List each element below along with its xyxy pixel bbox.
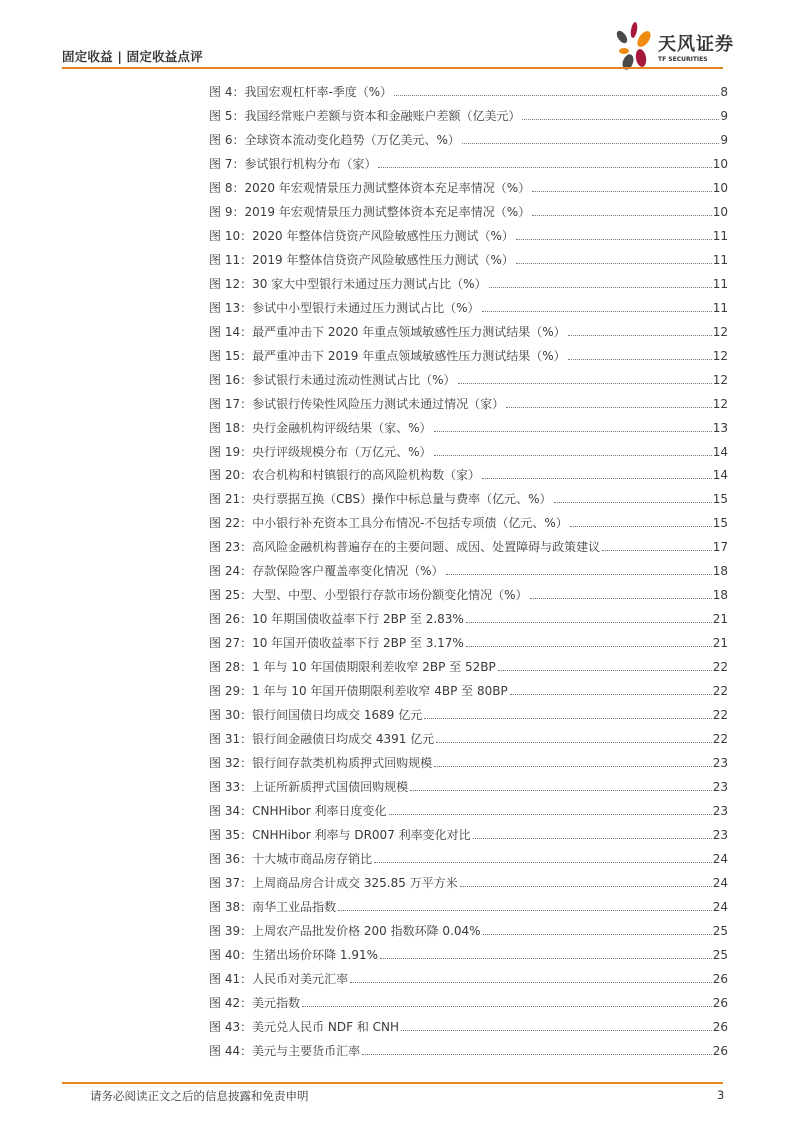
toc-entry-page: 24 — [712, 875, 728, 890]
report-category: 固定收益 | 固定收益点评 — [62, 49, 203, 64]
toc-entry-page: 9 — [720, 108, 728, 123]
dot-leader — [482, 311, 712, 312]
toc-entry-title: 图 23：高风险金融机构普遍存在的主要问题、成因、处置障碍与政策建议 — [209, 540, 601, 555]
toc-entry-page: 26 — [712, 1043, 728, 1058]
toc-entry-title: 图 14：最严重冲击下 2020 年重点领域敏感性压力测试结果（%） — [209, 324, 566, 339]
dot-leader — [498, 670, 712, 671]
toc-entry[interactable] — [209, 795, 728, 819]
dot-leader — [570, 526, 712, 527]
toc-entry-page: 17 — [712, 540, 728, 555]
dot-leader — [436, 742, 711, 743]
toc-entry-title: 图 28：1 年与 10 年国债期限利差收窄 2BP 至 52BP — [209, 660, 496, 675]
dot-leader — [483, 934, 712, 935]
dot-leader — [338, 910, 712, 911]
toc-entry-page: 8 — [720, 84, 728, 99]
toc-entry[interactable] — [209, 364, 728, 388]
dot-leader — [389, 814, 712, 815]
dot-leader — [458, 383, 712, 384]
toc-entry-title: 图 11：2019 年整体信贷资产风险敏感性压力测试（%） — [209, 252, 514, 267]
toc-entry-title: 图 15：最严重冲击下 2019 年重点领域敏感性压力测试结果（%） — [209, 348, 566, 363]
toc-entry[interactable] — [209, 699, 728, 723]
dot-leader — [401, 1030, 712, 1031]
toc-entry-page: 11 — [712, 252, 728, 267]
toc-entry-title: 图 24：存款保险客户覆盖率变化情况（%） — [209, 564, 444, 579]
dot-leader — [462, 143, 720, 144]
toc-entry-page: 15 — [712, 516, 728, 531]
toc-entry[interactable] — [209, 867, 728, 891]
toc-entry-page: 12 — [712, 324, 728, 339]
toc-entry[interactable] — [209, 292, 728, 316]
toc-entry-title: 图 10：2020 年整体信贷资产风险敏感性压力测试（%） — [209, 228, 514, 243]
footer-divider — [62, 1082, 723, 1084]
toc-entry-title: 图 18：央行金融机构评级结果（家、%） — [209, 420, 432, 435]
toc-entry[interactable] — [209, 507, 728, 531]
toc-entry-title: 图 17：参试银行传染性风险压力测试未通过情况（家） — [209, 396, 505, 411]
toc-entry-title: 图 27：10 年国开债收益率下行 2BP 至 3.17% — [209, 636, 464, 651]
toc-entry[interactable] — [209, 531, 728, 555]
dot-leader — [446, 574, 712, 575]
toc-entry-title: 图 6：全球资本流动变化趋势（万亿美元、%） — [209, 132, 460, 147]
toc-entry-page: 9 — [720, 132, 728, 147]
toc-entry-page: 18 — [712, 588, 728, 603]
toc-entry-page: 22 — [712, 732, 728, 747]
toc-entry-page: 14 — [712, 468, 728, 483]
toc-entry[interactable] — [209, 891, 728, 915]
toc-entry-title: 图 4：我国宏观杠杆率-季度（%） — [209, 84, 393, 99]
toc-entry[interactable] — [209, 460, 728, 484]
toc-entry-title: 图 41：人民币对美元汇率 — [209, 971, 349, 986]
toc-entry-title: 图 20：农合机构和村镇银行的高风险机构数（家） — [209, 468, 481, 483]
dot-leader — [489, 287, 712, 288]
toc-entry-title: 图 16：参试银行未通过流动性测试占比（%） — [209, 372, 456, 387]
toc-entry[interactable] — [209, 651, 728, 675]
toc-entry-title: 图 43：美元兑人民币 NDF 和 CNH — [209, 1019, 400, 1034]
toc-entry-title: 图 42：美元指数 — [209, 995, 301, 1010]
toc-entry-page: 22 — [712, 660, 728, 675]
toc-entry-page: 11 — [712, 228, 728, 243]
dot-leader — [434, 431, 712, 432]
page-number: 3 — [717, 1088, 725, 1102]
dot-leader — [374, 862, 712, 863]
toc-entry-page: 13 — [712, 420, 728, 435]
toc-entry[interactable] — [209, 388, 728, 412]
toc-entry-page: 12 — [712, 372, 728, 387]
toc-entry-page: 11 — [712, 276, 728, 291]
dot-leader — [378, 167, 711, 168]
dot-leader — [350, 982, 712, 983]
dot-leader — [466, 646, 712, 647]
toc-entry-title: 图 44：美元与主要货币汇率 — [209, 1043, 361, 1058]
toc-entry-title: 图 19：央行评级规模分布（万亿元、%） — [209, 444, 432, 459]
toc-entry[interactable] — [209, 771, 728, 795]
dot-leader — [434, 766, 712, 767]
toc-entry-title: 图 39：上周农产品批发价格 200 指数环降 0.04% — [209, 923, 481, 938]
logo-brand-name: 天风证券 — [658, 34, 734, 55]
toc-entry[interactable] — [209, 627, 728, 651]
toc-entry[interactable] — [209, 76, 728, 100]
toc-entry[interactable] — [209, 555, 728, 579]
toc-entry-page: 12 — [712, 396, 728, 411]
toc-entry[interactable] — [209, 100, 728, 124]
toc-entry[interactable] — [209, 939, 728, 963]
toc-entry[interactable] — [209, 244, 728, 268]
toc-entry-page: 23 — [712, 780, 728, 795]
dot-leader — [394, 95, 719, 96]
toc-entry-title: 图 29：1 年与 10 年国开债期限利差收窄 4BP 至 80BP — [209, 684, 508, 699]
toc-entry-page: 23 — [712, 756, 728, 771]
toc-entry-title: 图 22：中小银行补充资本工具分布情况-不包括专项债（亿元、%） — [209, 516, 568, 531]
dot-leader — [362, 1054, 712, 1055]
toc-entry[interactable] — [209, 340, 728, 364]
toc-entry[interactable] — [209, 412, 728, 436]
dot-leader — [466, 622, 712, 623]
toc-entry-title: 图 38：南华工业品指数 — [209, 899, 337, 914]
toc-entry[interactable] — [209, 963, 728, 987]
toc-entry-title: 图 7：参试银行机构分布（家） — [209, 156, 377, 171]
toc-entry-page: 10 — [712, 180, 728, 195]
dot-leader — [510, 694, 712, 695]
toc-entry-title: 图 32：银行间存款类机构质押式回购规模 — [209, 756, 433, 771]
toc-entry-page: 10 — [712, 156, 728, 171]
toc-entry-title: 图 12：30 家大中型银行未通过压力测试占比（%） — [209, 276, 487, 291]
header-divider — [62, 67, 723, 69]
toc-entry-page: 23 — [712, 804, 728, 819]
dot-leader — [516, 239, 712, 240]
toc-entry[interactable] — [209, 579, 728, 603]
toc-entry[interactable] — [209, 483, 728, 507]
toc-entry-title: 图 8：2020 年宏观情景压力测试整体资本充足率情况（%） — [209, 180, 531, 195]
toc-entry[interactable] — [209, 268, 728, 292]
toc-entry-title: 图 37：上周商品房合计成交 325.85 万平方米 — [209, 875, 458, 890]
toc-entry-page: 25 — [712, 923, 728, 938]
toc-entry[interactable] — [209, 436, 728, 460]
toc-entry-page: 15 — [712, 492, 728, 507]
dot-leader — [410, 790, 712, 791]
dot-leader — [482, 478, 712, 479]
toc-entry-title: 图 31：银行间金融债日均成交 4391 亿元 — [209, 732, 435, 747]
dot-leader — [434, 455, 712, 456]
toc-entry-page: 12 — [712, 348, 728, 363]
toc-entry-title: 图 34：CNHHibor 利率日度变化 — [209, 804, 387, 819]
toc-entry-page: 18 — [712, 564, 728, 579]
dot-leader — [568, 359, 712, 360]
toc-entry-title: 图 26：10 年期国债收益率下行 2BP 至 2.83% — [209, 612, 464, 627]
toc-entry-title: 图 5：我国经常账户差额与资本和金融账户差额（亿美元） — [209, 108, 521, 123]
toc-entry[interactable] — [209, 148, 728, 172]
toc-entry[interactable] — [209, 196, 728, 220]
toc-entry-page: 21 — [712, 636, 728, 651]
toc-entry-page: 25 — [712, 947, 728, 962]
toc-entry-page: 11 — [712, 300, 728, 315]
dot-leader — [532, 215, 712, 216]
toc-entry-title: 图 35：CNHHibor 利率与 DR007 利率变化对比 — [209, 828, 471, 842]
dot-leader — [568, 335, 712, 336]
toc-entry-page: 24 — [712, 899, 728, 914]
toc-entry-page: 22 — [712, 684, 728, 699]
dot-leader — [532, 191, 712, 192]
dot-leader — [460, 886, 712, 887]
toc-entry-title: 图 30：银行间国债日均成交 1689 亿元 — [209, 708, 423, 723]
toc-entry[interactable] — [209, 316, 728, 340]
toc-entry-title: 图 40：生猪出场价环降 1.91% — [209, 947, 379, 962]
toc-entry[interactable] — [209, 603, 728, 627]
toc-entry-page: 23 — [712, 828, 728, 842]
toc-entry-page: 14 — [712, 444, 728, 459]
dot-leader — [530, 598, 712, 599]
toc-entry[interactable] — [209, 819, 728, 843]
toc-entry-title: 图 9：2019 年宏观情景压力测试整体资本充足率情况（%） — [209, 204, 531, 219]
dot-leader — [516, 263, 712, 264]
toc-entry[interactable] — [209, 915, 728, 939]
toc-entry[interactable] — [209, 843, 728, 867]
toc-entry-title: 图 21：央行票据互换（CBS）操作中标总量与费率（亿元、%） — [209, 492, 552, 507]
dot-leader — [424, 718, 711, 719]
dot-leader — [473, 838, 712, 839]
dot-leader — [506, 407, 712, 408]
toc-entry-page: 24 — [712, 851, 728, 866]
toc-entry-title: 图 13：参试中小型银行未通过压力测试占比（%） — [209, 300, 480, 315]
toc-entry[interactable] — [209, 723, 728, 747]
toc-entry-page: 26 — [712, 971, 728, 986]
dot-leader — [602, 550, 712, 551]
toc-entry-page: 10 — [712, 204, 728, 219]
toc-entry-title: 图 25：大型、中型、小型银行存款市场份额变化情况（%） — [209, 588, 528, 603]
toc-entry[interactable] — [209, 747, 728, 771]
toc-entry-page: 22 — [712, 708, 728, 723]
toc-entry-page: 21 — [712, 612, 728, 627]
dot-leader — [554, 502, 712, 503]
toc-entry[interactable] — [209, 220, 728, 244]
figure-index-list — [209, 76, 728, 1059]
dot-leader — [380, 958, 712, 959]
toc-entry-title: 图 36：十大城市商品房存销比 — [209, 851, 373, 866]
logo-brand-subtitle: TF SECURITIES — [658, 56, 708, 63]
toc-entry[interactable] — [209, 1035, 728, 1059]
toc-entry-page: 26 — [712, 995, 728, 1010]
toc-entry[interactable] — [209, 987, 728, 1011]
dot-leader — [522, 119, 719, 120]
toc-entry[interactable] — [209, 1011, 728, 1035]
toc-entry[interactable] — [209, 124, 728, 148]
toc-entry[interactable] — [209, 675, 728, 699]
toc-entry[interactable] — [209, 172, 728, 196]
toc-entry-page: 26 — [712, 1019, 728, 1034]
footer-disclaimer: 请务必阅读正文之后的信息披露和免责申明 — [90, 1089, 309, 1103]
toc-entry-title: 图 33：上证所新质押式国债回购规模 — [209, 780, 409, 795]
dot-leader — [302, 1006, 712, 1007]
